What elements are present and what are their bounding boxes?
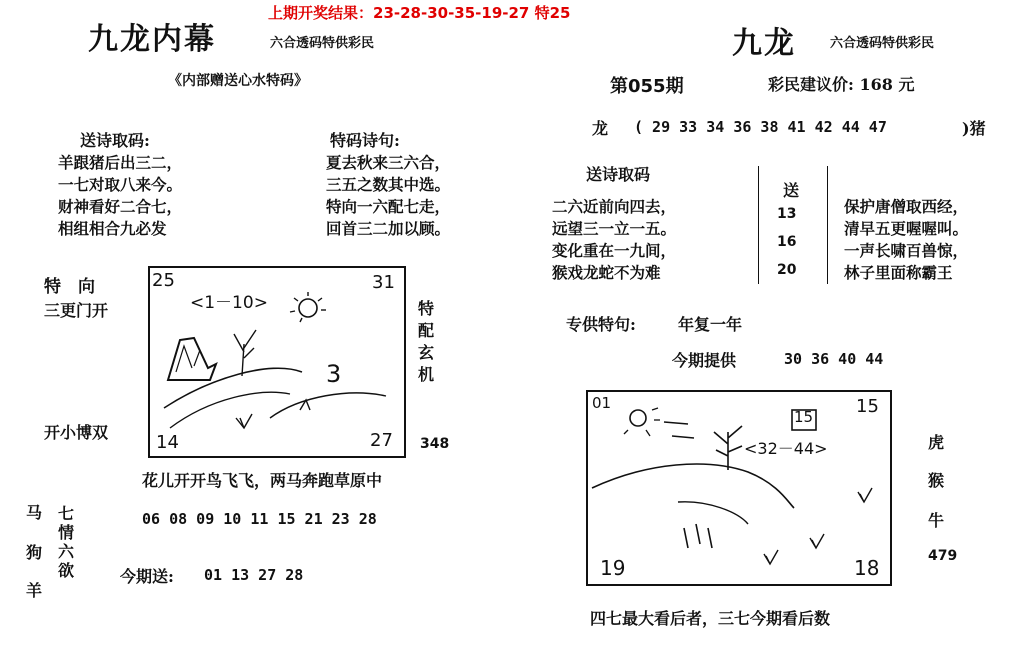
poem-line: 一七对取八来今。 <box>58 175 183 194</box>
poem-line: 特向一六配七走， <box>326 197 451 216</box>
right-box-num: 20 <box>777 262 797 278</box>
right-bottom: 四七最大看后者，三七今期看后数 <box>590 609 831 628</box>
last-result: 上期开奖结果：23-28-30-35-19-27 特25 <box>268 4 571 22</box>
poem-line: 一声长啸百兽惊， <box>844 241 969 260</box>
left-send-numbers: 01 13 27 28 <box>204 566 304 584</box>
right-price: 彩民建议价: 168 元 <box>768 75 915 94</box>
right-picture <box>586 390 892 586</box>
poem-line: 夏去秋来三六合， <box>326 153 451 172</box>
poem-line: 远望三一立一五。 <box>552 219 677 238</box>
right-poem-right <box>844 196 968 284</box>
poem-line: 猴戏龙蛇不为难 <box>552 263 661 282</box>
right-period: 第055期 <box>610 76 684 97</box>
poem-line: 保护唐僧取西经， <box>844 197 969 216</box>
right-animal-3: 牛 <box>928 511 945 530</box>
right-pic-tl: 01 <box>592 394 612 412</box>
poem-line: 变化重在一九间， <box>552 241 677 260</box>
right-animal-2: 猴 <box>928 471 945 490</box>
poem-line: 清早五更喔喔叫。 <box>844 219 969 238</box>
right-box-num: 13 <box>777 206 797 222</box>
right-poem-left <box>552 196 676 284</box>
right-provide-label: 今期提供 <box>672 351 737 370</box>
left-animal-3: 羊 <box>26 581 43 600</box>
left-pic-bl: 14 <box>156 432 179 453</box>
left-pic-range: <1－10> <box>190 293 268 313</box>
right-poem-heading: 送诗取码 <box>586 165 651 184</box>
right-dragon: 龙 <box>592 119 609 138</box>
right-subtitle: 六合透码特供彩民 <box>830 36 935 51</box>
left-pic-br: 27 <box>370 430 393 451</box>
right-send-box <box>758 166 828 284</box>
poem-line: 财神看好二合七， <box>58 197 183 216</box>
left-vertical: 特配玄机 <box>417 299 434 384</box>
poem-line: 二六近前向四去， <box>552 197 677 216</box>
right-pic-box: 15 <box>794 408 814 426</box>
right-animal-1: 虎 <box>928 433 945 452</box>
poem-line: 三五之数其中选。 <box>326 175 451 194</box>
right-code479: 479 <box>928 548 958 564</box>
right-pic-br: 18 <box>854 556 880 580</box>
poem-line: 相组相合九必发 <box>58 219 167 238</box>
right-box-title: 送 <box>783 181 800 200</box>
right-dragon-nums: ( 29 33 34 36 38 41 42 44 47 <box>634 118 887 136</box>
left-pic-tr: 31 <box>372 272 395 293</box>
left-note: 《内部赠送心水特码》 <box>168 73 308 89</box>
left-animal-2: 狗 <box>26 543 43 562</box>
left-poem2 <box>326 152 450 240</box>
left-send-label: 今期送: <box>120 567 174 586</box>
left-poem1 <box>58 152 182 240</box>
right-pic-range: <32－44> <box>744 439 828 458</box>
right-special-label: 专供特句: <box>566 315 636 334</box>
left-poem1-heading: 送诗取码: <box>80 131 150 150</box>
right-provide-nums: 30 36 40 44 <box>784 350 884 368</box>
right-pig: )猪 <box>962 119 986 138</box>
poem-line: 林子里面称霸王 <box>844 263 953 282</box>
left-pic-tl: 25 <box>152 270 175 291</box>
right-pic-tr: 15 <box>856 396 879 417</box>
right-box-num: 16 <box>777 234 797 250</box>
left-title: 九龙内幕 <box>88 22 216 57</box>
right-special-text: 年复一年 <box>678 315 743 334</box>
left-numbers: 06 08 09 10 11 15 21 23 28 <box>142 510 377 528</box>
poem-line: 羊跟猪后出三二， <box>58 153 183 172</box>
left-subtitle: 六合透码特供彩民 <box>270 36 375 51</box>
left-picture <box>148 266 406 458</box>
left-qiqing: 七情六欲 <box>57 504 74 580</box>
left-sketch <box>150 268 404 456</box>
poem-line: 回首三二加以顾。 <box>326 219 451 238</box>
left-kai: 开小博双 <box>44 423 109 442</box>
right-title: 九龙 <box>732 26 796 61</box>
left-special-text: 三更门开 <box>44 301 109 320</box>
left-caption: 花儿开开鸟飞飞，两马奔跑草原中 <box>142 471 383 490</box>
left-code348: 348 <box>420 436 450 452</box>
left-special-label: 特 向 <box>44 277 95 297</box>
left-pic-mark: 3 <box>326 360 342 388</box>
right-pic-bl: 19 <box>600 556 626 580</box>
left-poem2-heading: 特码诗句: <box>330 131 400 150</box>
left-animal-1: 马 <box>26 503 43 522</box>
right-sketch <box>588 392 890 584</box>
